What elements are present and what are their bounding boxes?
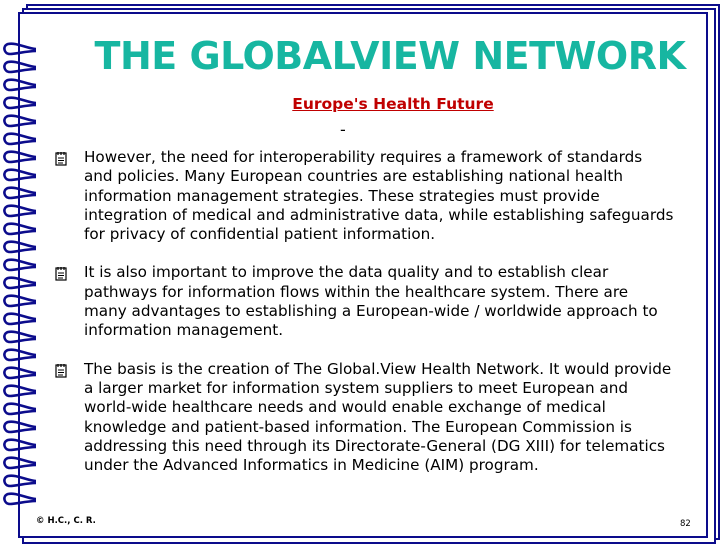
binding-ring bbox=[2, 202, 38, 220]
binding-ring bbox=[2, 328, 38, 346]
binding-ring bbox=[2, 130, 38, 148]
binding-ring bbox=[2, 346, 38, 364]
binding-ring bbox=[2, 418, 38, 436]
page-number: 82 bbox=[680, 519, 691, 529]
binding-ring bbox=[2, 166, 38, 184]
binding-ring bbox=[2, 112, 38, 130]
binding-ring bbox=[2, 400, 38, 418]
bullet-list bbox=[54, 148, 674, 494]
binding-ring bbox=[2, 148, 38, 166]
binding-ring bbox=[2, 472, 38, 490]
binding-ring bbox=[2, 76, 38, 94]
spiral-binding bbox=[0, 40, 44, 510]
copyright-footer: © H.C., C. R. bbox=[36, 516, 96, 526]
binding-ring bbox=[2, 220, 38, 238]
binding-ring bbox=[2, 94, 38, 112]
notepad-icon bbox=[54, 151, 68, 166]
separator-dash: - bbox=[340, 120, 346, 139]
binding-ring bbox=[2, 364, 38, 382]
binding-ring bbox=[2, 310, 38, 328]
binding-ring bbox=[2, 436, 38, 454]
page-title: THE GLOBALVIEW NETWORK bbox=[94, 34, 686, 78]
bullet-text: The basis is the creation of The Global.View Health Network. It would provide a larger market for information system suppliers to meet European and world-wide healthcare needs and would enable exchange of medical knowledge and patient-based information. The European Commission is addressing this need through its Directorate-General (DG XIII) for telematics under the Advanced Informatics in Medicine (AIM) program. bbox=[84, 359, 672, 475]
binding-ring bbox=[2, 58, 38, 76]
page-subtitle: Europe's Health Future bbox=[292, 95, 494, 113]
bullet-text: However, the need for interoperability requires a framework of standards and policies. Many European countries are establishing national health information management strategies. These strategies must provide integration of medical and administrative data, while establishing safeguards for privacy of confidential patient information. bbox=[84, 148, 674, 244]
bullet-text: It is also important to improve the data quality and to establish clear pathways for information flows within the healthcare system. There are many advantages to establishing a European-wide / worldwide approach to information management. bbox=[84, 263, 658, 340]
binding-ring bbox=[2, 184, 38, 202]
binding-ring bbox=[2, 490, 38, 508]
binding-ring bbox=[2, 238, 38, 256]
binding-ring bbox=[2, 274, 38, 292]
binding-ring bbox=[2, 40, 38, 58]
binding-ring bbox=[2, 454, 38, 472]
notepad-icon bbox=[54, 363, 68, 378]
bullet-item bbox=[54, 148, 674, 244]
bullet-item bbox=[54, 360, 674, 476]
binding-ring bbox=[2, 292, 38, 310]
binding-ring bbox=[2, 382, 38, 400]
notepad-icon bbox=[54, 266, 68, 281]
bullet-item bbox=[54, 263, 674, 340]
binding-ring bbox=[2, 256, 38, 274]
